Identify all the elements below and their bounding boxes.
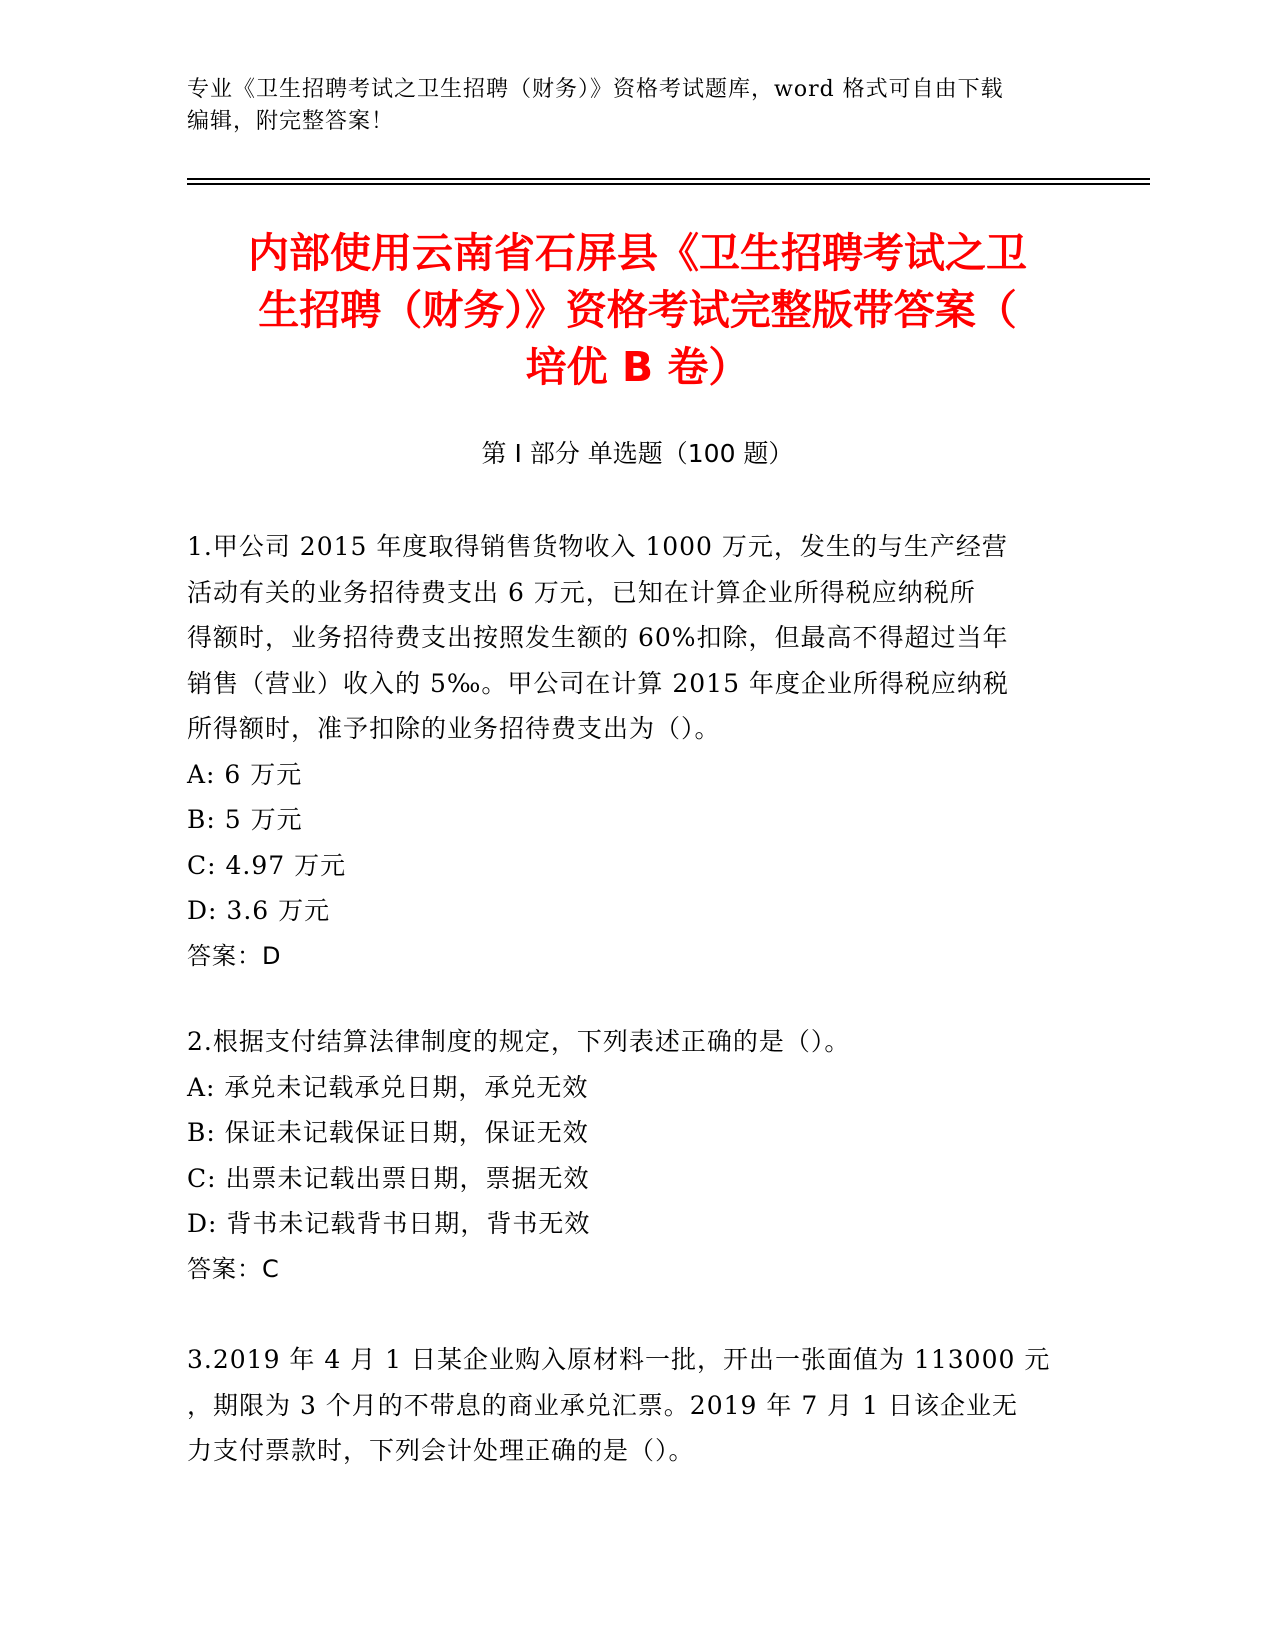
question-2 bbox=[187, 1019, 1087, 1292]
option-d: D: 背书未记载背书日期，背书无效 bbox=[187, 1209, 591, 1238]
header-note bbox=[187, 74, 1067, 138]
answer: 答案：C bbox=[187, 1254, 280, 1283]
header-note-line: 专业《卫生招聘考试之卫生招聘（财务）》资格考试题库，word 格式可自由下载 bbox=[187, 77, 1004, 102]
option-d: D: 3.6 万元 bbox=[187, 896, 331, 925]
section-title: 第 I 部分 单选题（100 题） bbox=[481, 439, 794, 468]
option-b: B: 5 万元 bbox=[187, 805, 303, 834]
title-line: 培优 B 卷） bbox=[525, 343, 750, 391]
header-divider bbox=[187, 178, 1150, 180]
question-stem-line: 活动有关的业务招待费支出 6 万元，已知在计算企业所得税应纳税所 bbox=[187, 577, 976, 607]
question-stem-line: 1.甲公司 2015 年度取得销售货物收入 1000 万元，发生的与生产经营 bbox=[187, 532, 1008, 561]
option-c: C: 4.97 万元 bbox=[187, 850, 347, 880]
question-stem-line: 3.2019 年 4 月 1 日某企业购入原材料一批，开出一张面值为 113000 元 bbox=[187, 1345, 1051, 1374]
title-line: 生招聘（财务）》资格考试完整版带答案（ bbox=[258, 286, 1017, 334]
option-b: B: 保证未记载保证日期，保证无效 bbox=[187, 1118, 589, 1147]
header-note-line: 编辑，附完整答案！ bbox=[187, 109, 395, 134]
header-divider bbox=[187, 183, 1150, 185]
question-stem-line: 2.根据支付结算法律制度的规定，下列表述正确的是（）。 bbox=[187, 1027, 851, 1056]
option-a: A: 承兑未记载承兑日期，承兑无效 bbox=[187, 1072, 589, 1102]
document-title bbox=[190, 225, 1085, 396]
question-stem-line: 力支付票款时，下列会计处理正确的是（）。 bbox=[187, 1436, 695, 1465]
question-stem-line: 销售（营业）收入的 5‰。甲公司在计算 2015 年度企业所得税应纳税 bbox=[187, 668, 1009, 698]
question-stem-line: 得额时，业务招待费支出按照发生额的 60%扣除，但最高不得超过当年 bbox=[187, 623, 1009, 652]
question-1 bbox=[187, 524, 1087, 979]
answer: 答案：D bbox=[187, 941, 282, 970]
question-stem-line: 所得额时，准予扣除的业务招待费支出为（）。 bbox=[187, 714, 721, 743]
title-line: 内部使用云南省石屏县《卫生招聘考试之卫 bbox=[248, 229, 1027, 277]
option-c: C: 出票未记载出票日期，票据无效 bbox=[187, 1163, 590, 1193]
question-stem-line: ，期限为 3 个月的不带息的商业承兑汇票。2019 年 7 月 1 日该企业无 bbox=[187, 1390, 1018, 1420]
question-3 bbox=[187, 1337, 1087, 1474]
option-a: A: 6 万元 bbox=[187, 759, 303, 789]
